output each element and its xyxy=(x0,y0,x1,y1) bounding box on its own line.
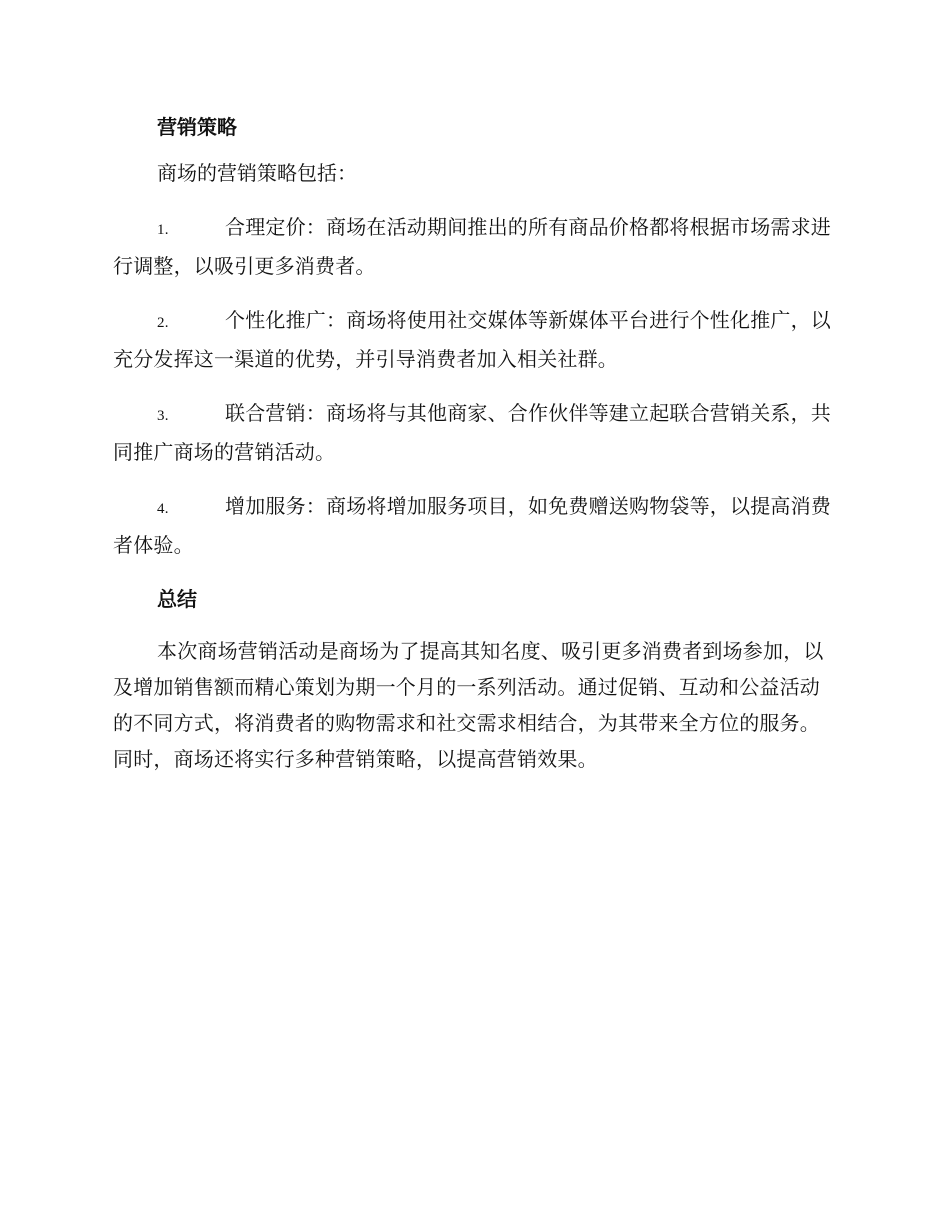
list-item xyxy=(113,302,835,377)
section-spacer xyxy=(113,563,835,577)
list-item-number: 1. xyxy=(157,222,169,238)
summary-paragraph: 本次商场营销活动是商场为了提高其知名度、吸引更多消费者到场参加，以及增加销售额而精心策划为期一个月的一系列活动。通过促销、互动和公益活动的不同方式，将消费者的购物需求和社交需求相结合，为其带来全方位的服务。同时，商场还将实行多种营销策略，以提高营销效果。 xyxy=(113,639,824,771)
list-item-text: 联合营销：商场将与其他商家、合作伙伴等建立起联合营销关系，共同推广商场的营销活动。 xyxy=(113,401,831,464)
list-item xyxy=(113,209,835,284)
marketing-strategy-intro: 商场的营销策略包括： xyxy=(157,161,357,185)
list-item-text: 个性化推广：商场将使用社交媒体等新媒体平台进行个性化推广，以充分发挥这一渠道的优势，并引导消费者加入相关社群。 xyxy=(113,308,831,371)
list-item-number: 3. xyxy=(157,408,169,424)
list-item-text: 增加服务：商场将增加服务项目，如免费赠送购物袋等，以提高消费者体验。 xyxy=(113,494,831,557)
list-item-number: 4. xyxy=(157,501,169,517)
list-item-text: 合理定价：商场在活动期间推出的所有商品价格都将根据市场需求进行调整，以吸引更多消费者。 xyxy=(113,215,831,278)
list-item xyxy=(113,488,835,563)
list-item-number: 2. xyxy=(157,315,169,331)
document-page xyxy=(113,105,835,777)
section-heading-summary: 总结 xyxy=(157,587,197,611)
list-item xyxy=(113,395,835,470)
section-heading-marketing-strategy: 营销策略 xyxy=(157,115,237,139)
